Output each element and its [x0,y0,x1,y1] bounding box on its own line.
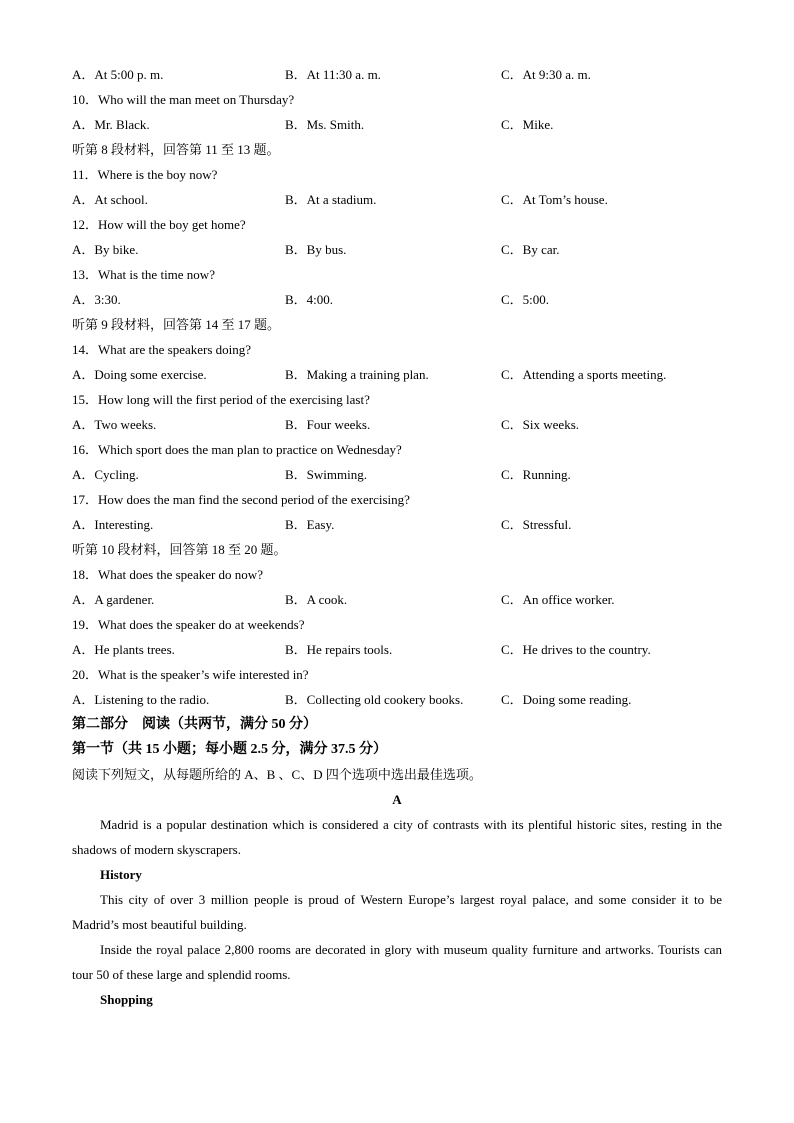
option-c: C．Mike. [501,117,554,132]
section-9-instruction: 听第 9 段材料，回答第 14 至 17 题。 [72,317,281,332]
option-b: B．Easy. [285,517,335,532]
options-q14 [72,362,722,387]
question-18: 18．What does the speaker do now? [72,567,263,582]
option-c: C．Doing some reading. [501,692,632,707]
option-a: A．Mr. Black. [72,117,150,132]
option-b: B．A cook. [285,592,348,607]
section-8-instruction: 听第 8 段材料，回答第 11 至 13 题。 [72,142,280,157]
options-q13 [72,287,722,312]
passage-paragraph-1: Madrid is a popular destination which is considered a city of contrasts with its plentiful historic sites, resting in the shadows of modern skyscrapers. [72,817,722,857]
option-c: C．At 9:30 a. m. [501,67,591,82]
option-a: A．A gardener. [72,592,155,607]
part-2-title: 第二部分 阅读（共两节，满分 50 分） [72,717,317,732]
option-c: C．By car. [501,242,560,257]
question-10: 10．Who will the man meet on Thursday? [72,92,295,107]
option-a: A．At school. [72,192,148,207]
option-a: A．Interesting. [72,517,154,532]
option-b: B．At 11:30 a. m. [285,67,381,82]
question-13: 13．What is the time now? [72,267,215,282]
option-a: A．Cycling. [72,467,139,482]
question-20: 20．What is the speaker’s wife interested in? [72,667,309,682]
option-b: B．Making a training plan. [285,367,429,382]
option-b: B．Four weeks. [285,417,371,432]
option-b: B．He repairs tools. [285,642,393,657]
options-q17 [72,512,722,537]
question-14: 14．What are the speakers doing? [72,342,252,357]
passage-paragraph-3: Inside the royal palace 2,800 rooms are decorated in glory with museum quality furniture and artworks. Tourists can tour 50 of these large and splendid rooms. [72,942,722,982]
question-17: 17．How does the man find the second period of the exercising? [72,492,410,507]
passage-label: A [392,792,402,807]
option-c: C．5:00. [501,292,550,307]
option-c: C．An office worker. [501,592,615,607]
option-c: C．Attending a sports meeting. [501,367,667,382]
passage-paragraph-2: This city of over 3 million people is proud of Western Europe’s largest royal palace, and some consider it to be Madrid’s most beautiful building. [72,892,722,932]
options-q12 [72,237,722,262]
option-a: A．He plants trees. [72,642,175,657]
options-q16 [72,462,722,487]
section-10-instruction: 听第 10 段材料，回答第 18 至 20 题。 [72,542,287,557]
options-q15 [72,412,722,437]
document-page [72,62,722,1012]
options-q20 [72,687,722,712]
option-a: A．By bike. [72,242,139,257]
question-12: 12．How will the boy get home? [72,217,246,232]
option-b: B．At a stadium. [285,192,377,207]
option-b: B．4:00. [285,292,334,307]
option-a: A．Doing some exercise. [72,367,207,382]
options-q10 [72,112,722,137]
section-1-title: 第一节（共 15 小题；每小题 2.5 分，满分 37.5 分） [72,742,387,757]
option-a: A．Two weeks. [72,417,157,432]
option-b: B．Swimming. [285,467,367,482]
reading-instructions: 阅读下列短文，从每题所给的 A、B 、C、D 四个选项中选出最佳选项。 [72,767,482,782]
option-c: C．At Tom’s house. [501,192,608,207]
option-c: C．He drives to the country. [501,642,651,657]
heading-shopping: Shopping [100,992,153,1007]
option-a: A．At 5:00 p. m. [72,67,164,82]
options-q9 [72,62,722,87]
heading-history: History [100,867,142,882]
options-q19 [72,637,722,662]
option-b: B．Collecting old cookery books. [285,692,464,707]
question-11: 11．Where is the boy now? [72,167,218,182]
option-a: A．3:30. [72,292,121,307]
option-b: B．By bus. [285,242,347,257]
question-19: 19．What does the speaker do at weekends? [72,617,305,632]
options-q11 [72,187,722,212]
question-15: 15．How long will the first period of the exercising last? [72,392,370,407]
options-q18 [72,587,722,612]
option-c: C．Stressful. [501,517,572,532]
option-c: C．Running. [501,467,571,482]
option-b: B．Ms. Smith. [285,117,365,132]
question-16: 16．Which sport does the man plan to practice on Wednesday? [72,442,402,457]
option-a: A．Listening to the radio. [72,692,210,707]
option-c: C．Six weeks. [501,417,580,432]
